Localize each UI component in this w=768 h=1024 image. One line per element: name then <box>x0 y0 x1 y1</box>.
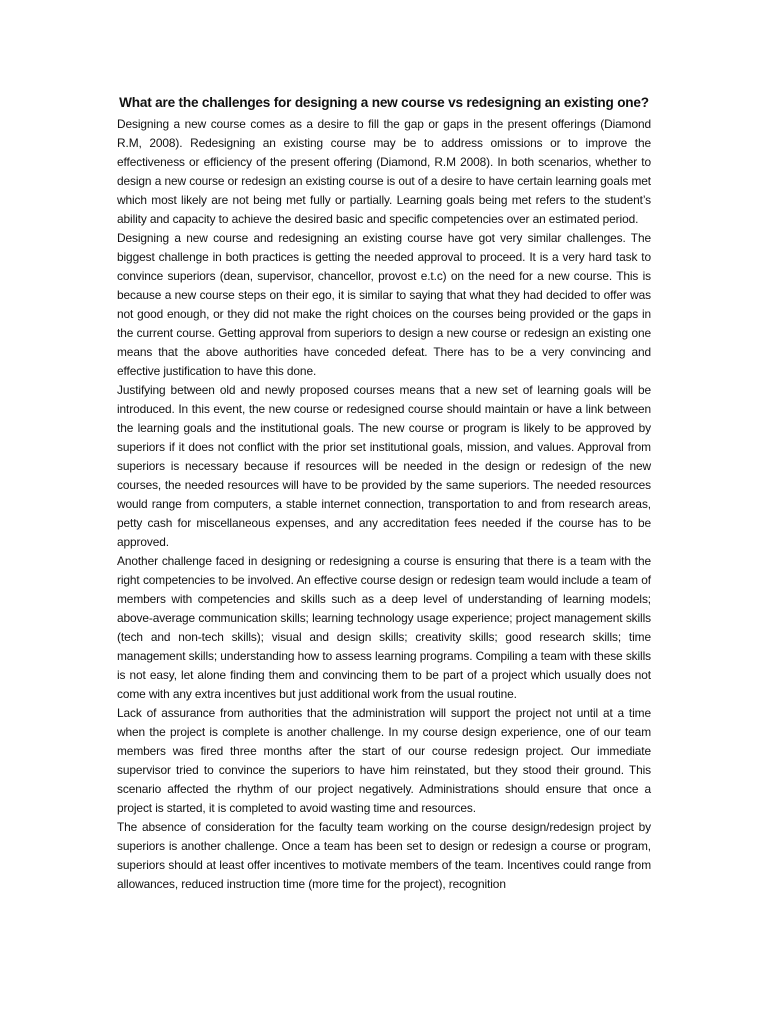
paragraph-2: Designing a new course and redesigning an existing course have got very similar challenges. The biggest challenge in both practices is getting the needed approval to proceed. It is a very hard task to convince superiors (dean, supervisor, chancellor, provost e.t.c) on the need for a new course. This is because a new course steps on their ego, it is similar to saying that what they had decided to offer was not good enough, or they did not make the right choices on the courses being provided or the gaps in the current course. Getting approval from superiors to design a new course or redesign an existing one means that the above authorities have conceded defeat. There has to be a very convincing and effective justification to have this done. <box>117 231 651 378</box>
paragraph-1: Designing a new course comes as a desire to fill the gap or gaps in the present offerings (Diamond R.M, 2008). Redesigning an existing course may be to address omissions or to improve the effectiveness or efficiency of the present offering (Diamond, R.M 2008). In both scenarios, whether to design a new course or redesign an existing course is out of a desire to have certain learning goals met which most likely are not being met fully or partially. Learning goals being met refers to the student’s ability and capacity to achieve the desired basic and specific competencies over an estimated period. <box>117 117 651 226</box>
paragraph-4: Another challenge faced in designing or redesigning a course is ensuring that there is a team with the right competencies to be involved. An effective course design or redesign team would include a team of members with competencies and skills such as a deep level of understanding of learning models; above-average communication skills; learning technology usage experience; project management skills (tech and non-tech skills); visual and design skills; creativity skills; good research skills; time management skills; understanding how to assess learning programs. Compiling a team with these skills is not easy, let alone finding them and convincing them to be part of a project which usually does not come with any extra incentives but just additional work from the usual routine. <box>117 554 651 701</box>
paragraph-6: The absence of consideration for the faculty team working on the course design/redesign project by superiors is another challenge. Once a team has been set to design or redesign a course or program, superiors should at least offer incentives to motivate members of the team. Incentives could range from allowances, reduced instruction time (more time for the project), recognition <box>117 820 651 891</box>
paragraph-5: Lack of assurance from authorities that the administration will support the project not until at a time when the project is complete is another challenge. In my course design experience, one of our team members was fired three months after the start of our course redesign project. Our immediate supervisor tried to convince the superiors to have him reinstated, but they stood their ground. This scenario affected the rhythm of our project negatively. Administrations should ensure that once a project is started, it is completed to avoid wasting time and resources. <box>117 706 651 815</box>
paragraph-3: Justifying between old and newly proposed courses means that a new set of learning goals will be introduced. In this event, the new course or redesigned course should maintain or have a link between the learning goals and the institutional goals. The new course or program is likely to be approved by superiors if it does not conflict with the prior set institutional goals, mission, and values. Approval from superiors is necessary because if resources will be needed in the design or redesign of the new courses, the needed resources will have to be provided by the same superiors. The needed resources would range from computers, a stable internet connection, transportation to and from research areas, petty cash for miscellaneous expenses, and any accreditation fees needed if the course has to be approved. <box>117 383 651 549</box>
document-page <box>117 94 651 894</box>
document-title: What are the challenges for designing a new course vs redesigning an existing one? <box>119 95 649 110</box>
